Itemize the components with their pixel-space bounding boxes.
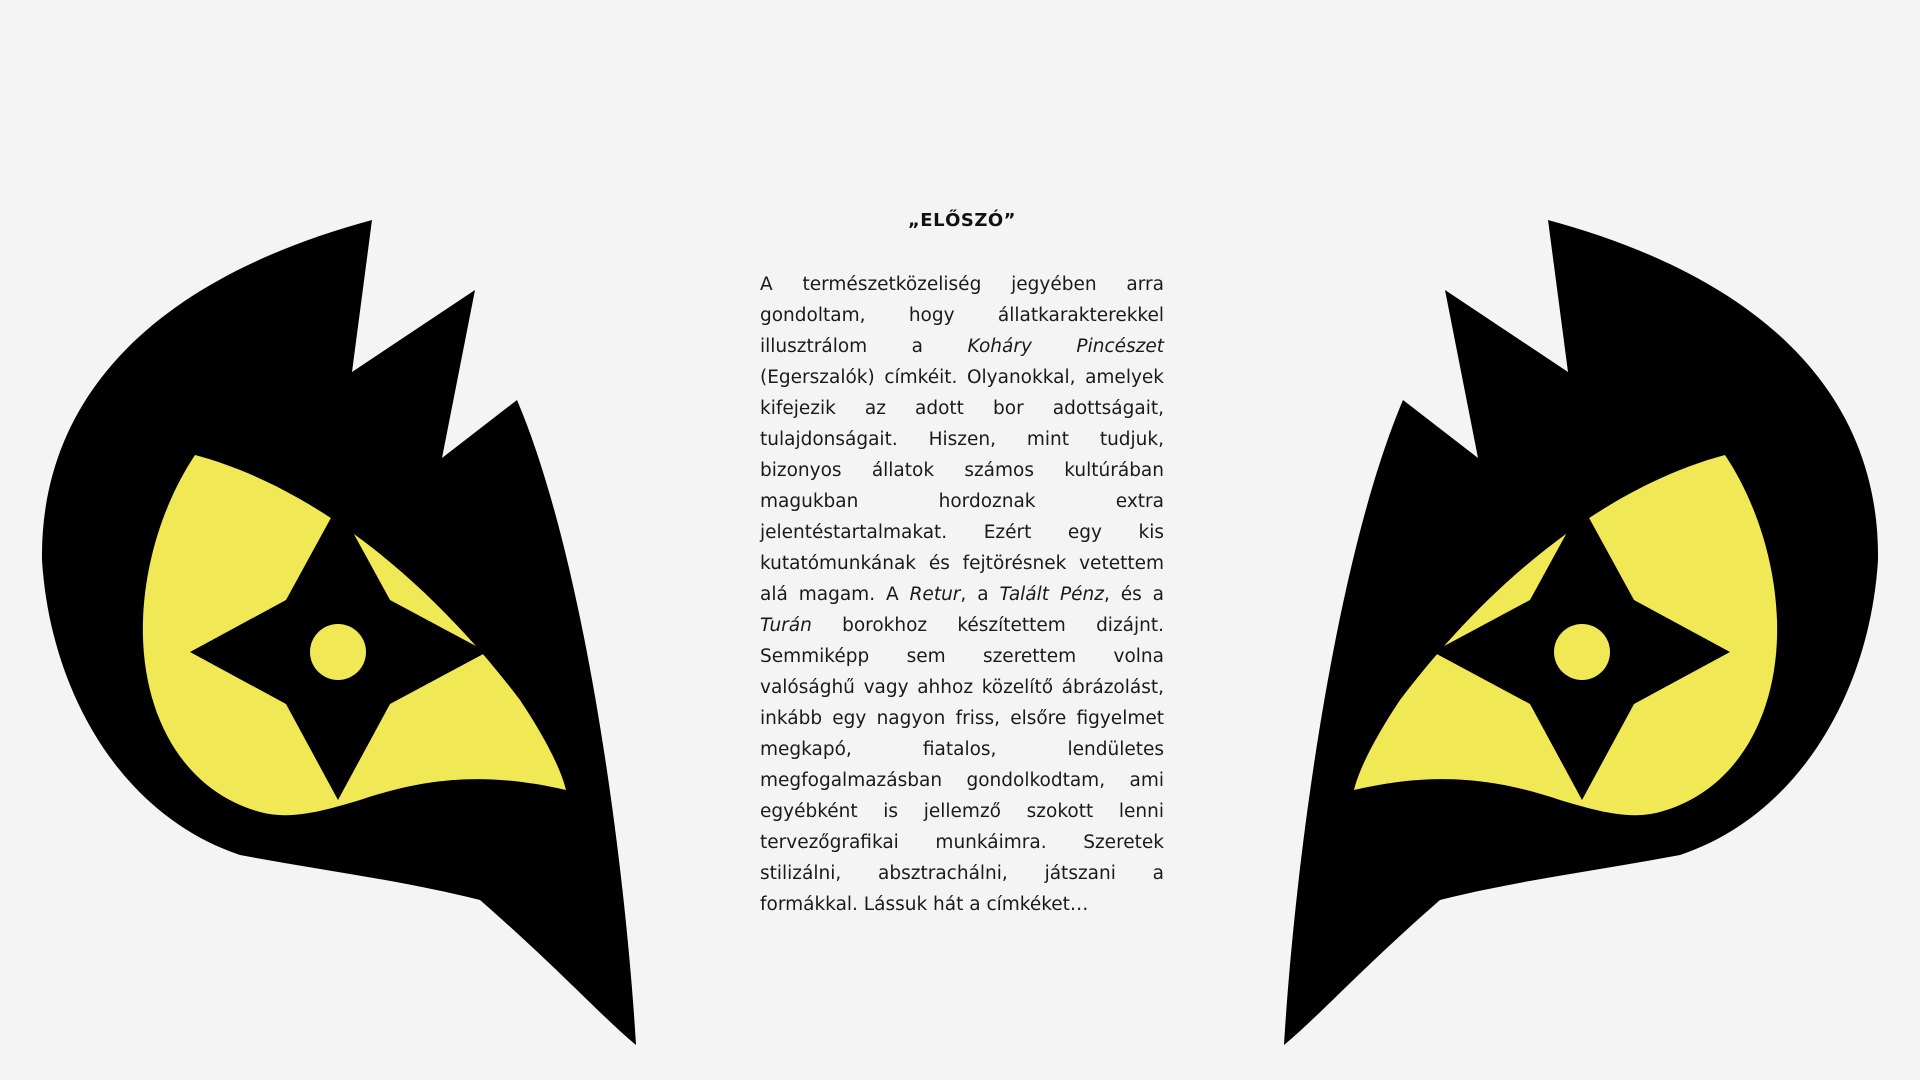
body-text-1: A természetközeliség jegyében arra gondoltam, hogy állatkarakterekkel illusztrálom a [760,274,1164,357]
right-owl-eye-icon [1220,0,1920,1080]
body-text-3: borokhoz készítettem dizájnt. Semmiképp sem szerettem volna valósághű vagy ahhoz közelítő ábrázolást, inkább egy nagyon friss, elsőre figyelmet megkapó, fiatalos, lendületes megfogalmazásban gondolkodtam, ami egyébként is jellemző szokott lenni tervezőgrafikai munkáimra. Szeretek stilizálni, absztrachálni, játszani a formákkal. Lássuk hát a címkéket… [760,615,1164,915]
left-owl-eye-icon [0,0,700,1080]
wine-name-talalt-penz: Talált Pénz [999,584,1104,605]
body-separator-2: , és a [1103,584,1165,605]
winery-name: Koháry Pincészet [967,336,1164,357]
article-title: „ELŐSZÓ” [907,210,1017,231]
left-eye-pupil-dot [310,624,366,680]
wine-name-turan: Turán [760,615,812,636]
article-body [760,269,1164,920]
body-separator-1: , a [960,584,1000,605]
wine-name-retur: Retur [909,584,961,605]
body-text-2: (Egerszalók) címkéit. Olyanokkal, amelyek kifejezik az adott bor adottságait, tulajdonságait. Hiszen, mint tudjuk, bizonyos állatok számos kultúrában magukban hordoznak extra jelentéstartalmakat. Ezért egy kis kutatómunkának és fejtörésnek vetettem alá magam. A [760,367,1164,605]
right-eye-pupil-dot [1554,624,1610,680]
foreword-article [760,210,1164,920]
